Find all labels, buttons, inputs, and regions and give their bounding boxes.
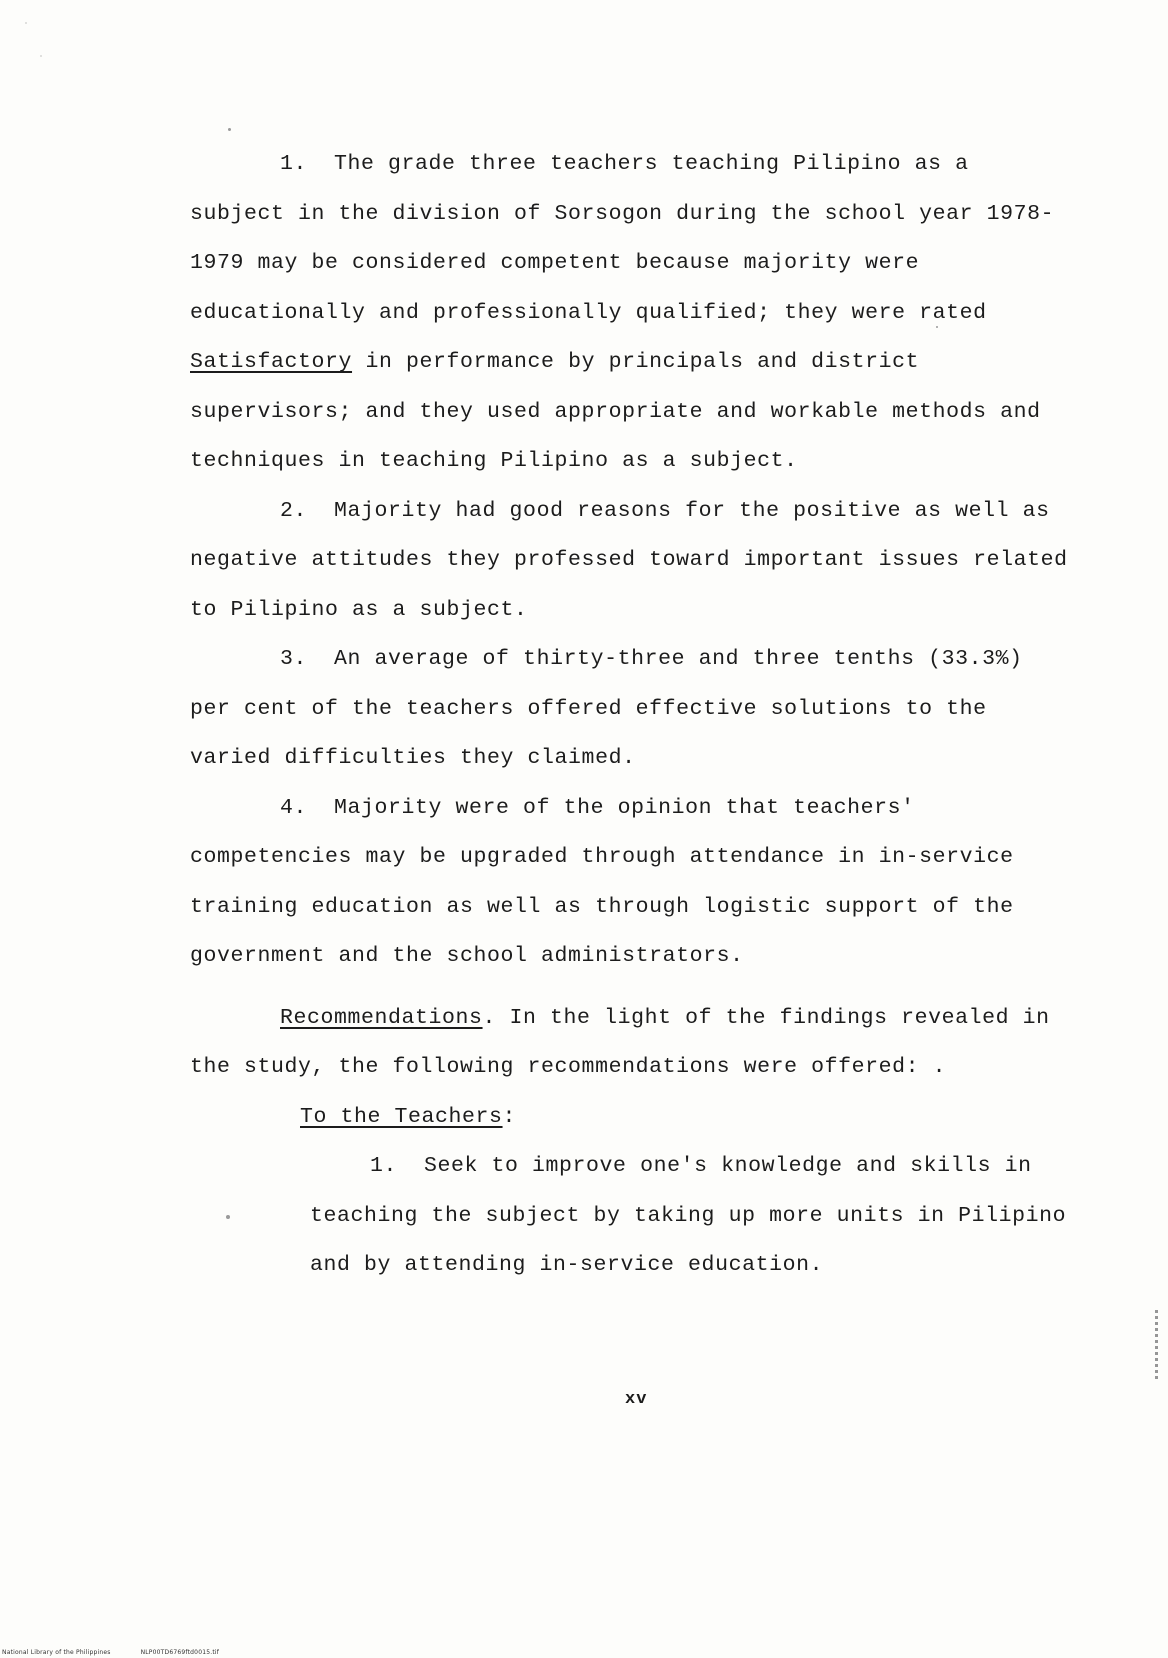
finding-number-1: 1. bbox=[280, 152, 308, 176]
scan-footer bbox=[2, 1649, 249, 1656]
teacher-recommendation-text-1: Seek to improve one's knowledge and skills in teaching the subject by taking up more units in Pilipino and by attending in-service education. bbox=[310, 1154, 1067, 1277]
finding-number-3: 3. bbox=[280, 647, 308, 671]
teachers-heading-colon: : bbox=[502, 1104, 517, 1129]
teacher-recommendation-1 bbox=[310, 1142, 1070, 1291]
scan-speck bbox=[936, 326, 938, 328]
footer-file: NLP00TD6769ftd0015.tif bbox=[140, 1649, 220, 1656]
document-body bbox=[190, 140, 1070, 1291]
finding-paragraph-2 bbox=[190, 487, 1070, 636]
teacher-recommendation-number-1: 1. bbox=[370, 1154, 398, 1178]
footer-library: National Library of the Philippines bbox=[2, 1649, 111, 1656]
teachers-heading-label: To the Teachers bbox=[300, 1104, 503, 1129]
finding-text-1-continued: in performance by principals and district supervisors; and they used appropriate and workable methods and techniques in teaching Pilipino as a subject. bbox=[190, 350, 1041, 473]
scan-speck bbox=[228, 128, 231, 131]
finding-paragraph-1 bbox=[190, 140, 1070, 487]
scan-speck bbox=[40, 55, 42, 57]
finding-paragraph-4 bbox=[190, 784, 1070, 982]
satisfactory-rating: Satisfactory bbox=[190, 350, 353, 374]
finding-text-4: Majority were of the opinion that teachers' competencies may be upgraded through attendance in in-service training education as well as through logistic support of the government and the school administrators. bbox=[190, 795, 1014, 968]
scan-speck bbox=[226, 1215, 230, 1219]
teachers-section-heading bbox=[300, 1093, 1070, 1143]
finding-number-2: 2. bbox=[280, 498, 308, 523]
finding-text-3: An average of thirty-three and three tenths (33.3%) per cent of the teachers offered effective solutions to the varied difficulties they claimed. bbox=[190, 647, 1023, 770]
finding-text-1: The grade three teachers teaching Pilipino as a subject in the division of Sorsogon during the school year 1978-1979 may be considered competent because majority were educationally and professionally qualified; they were rated bbox=[190, 152, 1055, 325]
recommendations-paragraph bbox=[190, 994, 1070, 1093]
finding-text-2: Majority had good reasons for the positive as well as negative attitudes they professed toward important issues related to Pilipino as a subject. bbox=[190, 498, 1068, 622]
recommendations-intro: . In the light of the findings revealed in the study, the following recommendations were offered: . bbox=[190, 1005, 1050, 1079]
finding-paragraph-3 bbox=[190, 635, 1070, 784]
scan-speck bbox=[25, 22, 27, 24]
recommendations-heading: Recommendations bbox=[280, 1005, 483, 1030]
scan-edge-mark bbox=[1155, 1310, 1158, 1380]
finding-number-4: 4. bbox=[280, 795, 308, 820]
page-number: xv bbox=[625, 1390, 648, 1409]
